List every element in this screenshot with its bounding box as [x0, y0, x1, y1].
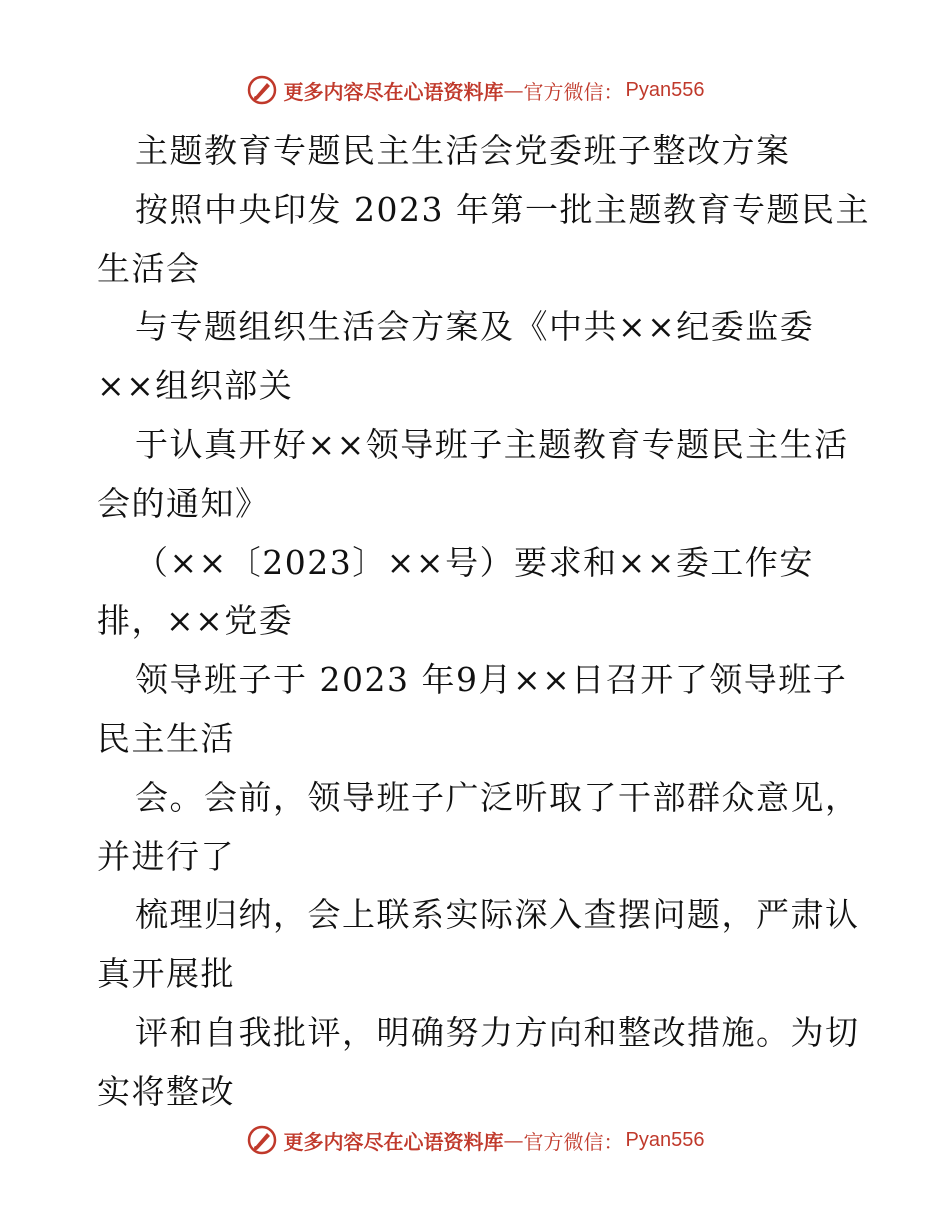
text-line: 实将整改 — [97, 1071, 235, 1111]
text-line: 按照中央印发 2023 年第一批主题教育专题民主 — [135, 189, 870, 229]
text-line: 民主生活 — [97, 718, 235, 758]
document-title: 主题教育专题民主生活会党委班子整改方案 — [135, 131, 791, 170]
banner-dash: — — [503, 1128, 524, 1152]
banner-dash: — — [503, 78, 524, 102]
text-line: 会的通知》 — [97, 483, 270, 523]
pen-logo-icon — [246, 1124, 278, 1156]
text-line: 评和自我批评，明确努力方向和整改措施。为切 — [135, 1012, 860, 1052]
text-line: 并进行了 — [97, 836, 235, 876]
text-line: 梳理归纳，会上联系实际深入查摆问题，严肃认 — [135, 895, 860, 935]
text-line: 会。会前，领导班子广泛听取了干部群众意见， — [135, 777, 860, 817]
banner-wechat-label: 官方微信： — [523, 1129, 624, 1154]
banner-wechat-handle: Pyan556 — [625, 78, 705, 101]
banner-wechat-label: 官方微信： — [523, 79, 624, 104]
header-banner — [0, 70, 950, 110]
footer-banner — [0, 1120, 950, 1160]
text-line: 领导班子于 2023 年9月××日召开了领导班子 — [135, 660, 848, 700]
banner-main-text: 更多内容尽在心语资料库 — [283, 1129, 504, 1154]
banner-main-text: 更多内容尽在心语资料库 — [283, 79, 504, 104]
banner-wechat-handle: Pyan556 — [625, 1128, 705, 1151]
text-line: 于认真开好××领导班子主题教育专题民主生活 — [135, 424, 849, 464]
text-line: 与专题组织生活会方案及《中共××纪委监委 — [135, 307, 815, 347]
text-line: 生活会 — [97, 248, 201, 288]
document-body — [97, 122, 870, 1122]
text-line: （××〔2023〕××号）要求和××委工作安 — [135, 542, 814, 582]
text-line: 排，××党委 — [97, 601, 294, 641]
text-line: ××组织部关 — [97, 366, 294, 406]
pen-logo-icon — [246, 74, 278, 106]
text-line: 真开展批 — [97, 954, 235, 994]
